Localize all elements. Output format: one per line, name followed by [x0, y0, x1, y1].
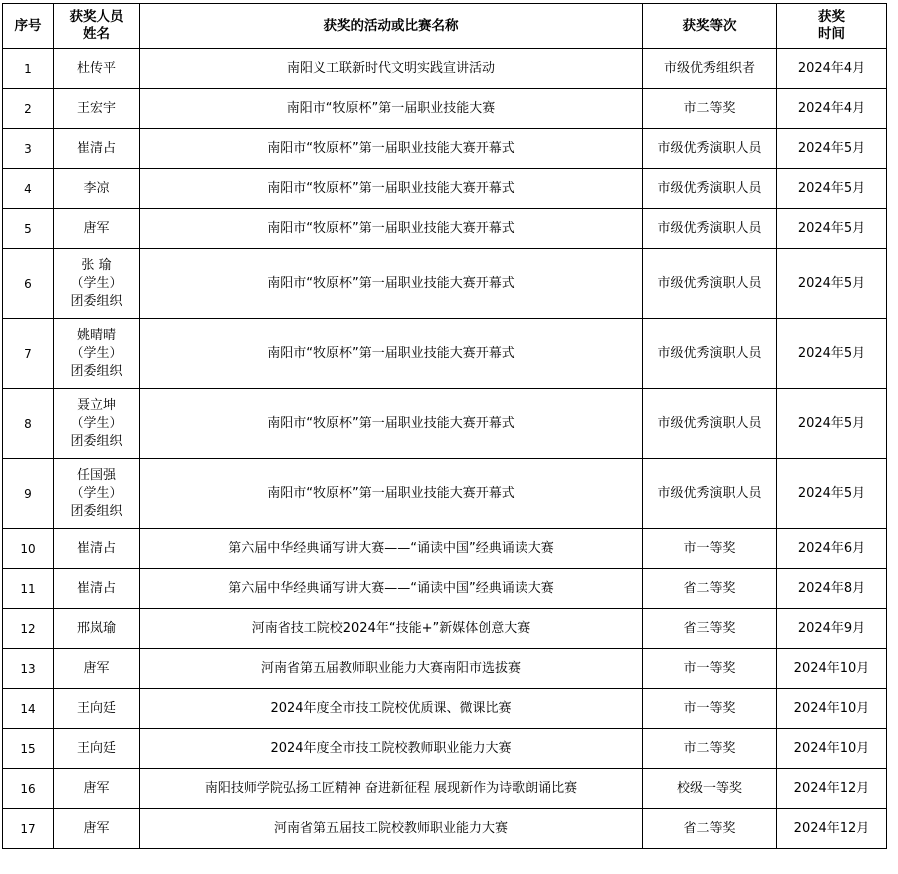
cell-name	[54, 49, 140, 89]
cell-seq: 17	[3, 809, 54, 849]
cell-name-line: 团委组织	[70, 363, 123, 379]
cell-name	[54, 129, 140, 169]
cell-level: 市级优秀演职人员	[643, 389, 777, 459]
cell-activity: 南阳市“牧原杯”第一届职业技能大赛开幕式	[140, 389, 643, 459]
cell-time: 2024年4月	[777, 49, 887, 89]
cell-activity: 南阳技师学院弘扬工匠精神 奋进新征程 展现新作为诗歌朗诵比赛	[140, 769, 643, 809]
cell-name	[54, 209, 140, 249]
cell-level: 市级优秀演职人员	[643, 249, 777, 319]
cell-name-line: 唐军	[83, 820, 110, 836]
table-row	[3, 169, 887, 209]
header-time-line2: 时间	[818, 26, 845, 42]
cell-name-line: 杜传平	[76, 60, 116, 76]
cell-time: 2024年5月	[777, 129, 887, 169]
cell-activity: 河南省第五届教师职业能力大赛南阳市选拔赛	[140, 649, 643, 689]
table-row	[3, 249, 887, 319]
cell-seq: 8	[3, 389, 54, 459]
cell-activity: 2024年度全市技工院校优质课、微课比赛	[140, 689, 643, 729]
cell-seq: 6	[3, 249, 54, 319]
cell-name	[54, 319, 140, 389]
cell-time: 2024年5月	[777, 209, 887, 249]
cell-name	[54, 689, 140, 729]
cell-level: 市级优秀演职人员	[643, 319, 777, 389]
cell-level: 市级优秀演职人员	[643, 169, 777, 209]
cell-seq: 16	[3, 769, 54, 809]
cell-name-line: （学生）	[70, 345, 123, 361]
table-body	[3, 49, 887, 849]
cell-name-line: 李凉	[83, 180, 110, 196]
cell-seq: 13	[3, 649, 54, 689]
cell-name	[54, 649, 140, 689]
table-header-row	[3, 4, 887, 49]
table-row	[3, 389, 887, 459]
cell-time: 2024年5月	[777, 249, 887, 319]
table-row	[3, 809, 887, 849]
cell-name-line: 王向廷	[76, 700, 116, 716]
cell-activity: 2024年度全市技工院校教师职业能力大赛	[140, 729, 643, 769]
cell-seq: 7	[3, 319, 54, 389]
cell-time: 2024年5月	[777, 389, 887, 459]
cell-time: 2024年12月	[777, 809, 887, 849]
cell-time: 2024年5月	[777, 169, 887, 209]
cell-name-line: 唐军	[83, 660, 110, 676]
cell-name-line: 崔清占	[76, 540, 116, 556]
cell-level: 市级优秀组织者	[643, 49, 777, 89]
cell-name-line: （学生）	[70, 415, 123, 431]
cell-name-line: 团委组织	[70, 293, 123, 309]
cell-name-line: 张 瑜	[81, 257, 112, 273]
table-row	[3, 529, 887, 569]
cell-activity: 南阳市“牧原杯”第一届职业技能大赛开幕式	[140, 169, 643, 209]
cell-time: 2024年8月	[777, 569, 887, 609]
cell-seq: 1	[3, 49, 54, 89]
cell-name	[54, 169, 140, 209]
table-row	[3, 129, 887, 169]
cell-name-line: （学生）	[70, 275, 123, 291]
table-row	[3, 649, 887, 689]
cell-time: 2024年10月	[777, 689, 887, 729]
cell-seq: 5	[3, 209, 54, 249]
cell-time: 2024年5月	[777, 319, 887, 389]
cell-name-line: 崔清占	[76, 140, 116, 156]
cell-time: 2024年10月	[777, 729, 887, 769]
table-row	[3, 459, 887, 529]
cell-name-line: 邢岚瑜	[76, 620, 116, 636]
cell-level: 校级一等奖	[643, 769, 777, 809]
cell-name-line: 唐军	[83, 780, 110, 796]
cell-name	[54, 569, 140, 609]
cell-time: 2024年9月	[777, 609, 887, 649]
cell-level: 省二等奖	[643, 569, 777, 609]
cell-seq: 10	[3, 529, 54, 569]
cell-name	[54, 529, 140, 569]
cell-name	[54, 729, 140, 769]
cell-level: 市级优秀演职人员	[643, 129, 777, 169]
table-row	[3, 769, 887, 809]
cell-name-line: 崔清占	[76, 580, 116, 596]
cell-activity: 南阳市“牧原杯”第一届职业技能大赛开幕式	[140, 319, 643, 389]
cell-seq: 11	[3, 569, 54, 609]
cell-activity: 河南省技工院校2024年“技能+”新媒体创意大赛	[140, 609, 643, 649]
cell-level: 市一等奖	[643, 689, 777, 729]
cell-name-line: 聂立坤	[76, 397, 116, 413]
cell-name-line: 王向廷	[76, 740, 116, 756]
header-seq: 序号	[3, 4, 54, 49]
header-time	[777, 4, 887, 49]
table-row	[3, 209, 887, 249]
cell-name	[54, 459, 140, 529]
cell-level: 市二等奖	[643, 729, 777, 769]
cell-activity: 南阳义工联新时代文明实践宣讲活动	[140, 49, 643, 89]
cell-name-line: 王宏宇	[76, 100, 116, 116]
cell-time: 2024年5月	[777, 459, 887, 529]
cell-activity: 第六届中华经典诵写讲大赛——“诵读中国”经典诵读大赛	[140, 569, 643, 609]
cell-name	[54, 609, 140, 649]
cell-seq: 4	[3, 169, 54, 209]
cell-level: 市二等奖	[643, 89, 777, 129]
cell-name	[54, 249, 140, 319]
cell-level: 市级优秀演职人员	[643, 459, 777, 529]
cell-activity: 南阳市“牧原杯”第一届职业技能大赛开幕式	[140, 129, 643, 169]
cell-level: 市一等奖	[643, 529, 777, 569]
table-row	[3, 49, 887, 89]
table-row	[3, 319, 887, 389]
cell-time: 2024年10月	[777, 649, 887, 689]
cell-activity: 南阳市“牧原杯”第一届职业技能大赛开幕式	[140, 249, 643, 319]
cell-activity: 南阳市“牧原杯”第一届职业技能大赛开幕式	[140, 209, 643, 249]
table-row	[3, 729, 887, 769]
cell-name-line: 团委组织	[70, 503, 123, 519]
table-row	[3, 89, 887, 129]
cell-name	[54, 809, 140, 849]
cell-seq: 2	[3, 89, 54, 129]
cell-name-line: 唐军	[83, 220, 110, 236]
cell-level: 省三等奖	[643, 609, 777, 649]
cell-time: 2024年4月	[777, 89, 887, 129]
header-time-line1: 获奖	[818, 9, 845, 25]
cell-seq: 15	[3, 729, 54, 769]
cell-name	[54, 389, 140, 459]
header-name	[54, 4, 140, 49]
table-row	[3, 569, 887, 609]
cell-activity: 第六届中华经典诵写讲大赛——“诵读中国”经典诵读大赛	[140, 529, 643, 569]
cell-name-line: 姚晴晴	[76, 327, 116, 343]
cell-seq: 9	[3, 459, 54, 529]
cell-time: 2024年12月	[777, 769, 887, 809]
header-level: 获奖等次	[643, 4, 777, 49]
cell-name-line: 团委组织	[70, 433, 123, 449]
table-row	[3, 689, 887, 729]
cell-seq: 3	[3, 129, 54, 169]
cell-seq: 12	[3, 609, 54, 649]
cell-activity: 河南省第五届技工院校教师职业能力大赛	[140, 809, 643, 849]
cell-time: 2024年6月	[777, 529, 887, 569]
cell-name-line: 任国强	[76, 467, 116, 483]
cell-activity: 南阳市“牧原杯”第一届职业技能大赛	[140, 89, 643, 129]
header-name-line2: 姓名	[83, 26, 110, 42]
awards-table	[2, 3, 887, 849]
table-row	[3, 609, 887, 649]
cell-level: 市一等奖	[643, 649, 777, 689]
cell-activity: 南阳市“牧原杯”第一届职业技能大赛开幕式	[140, 459, 643, 529]
cell-name-line: （学生）	[70, 485, 123, 501]
cell-level: 市级优秀演职人员	[643, 209, 777, 249]
cell-name	[54, 769, 140, 809]
header-activity: 获奖的活动或比赛名称	[140, 4, 643, 49]
cell-seq: 14	[3, 689, 54, 729]
cell-name	[54, 89, 140, 129]
header-name-line1: 获奖人员	[69, 9, 124, 25]
cell-level: 省二等奖	[643, 809, 777, 849]
